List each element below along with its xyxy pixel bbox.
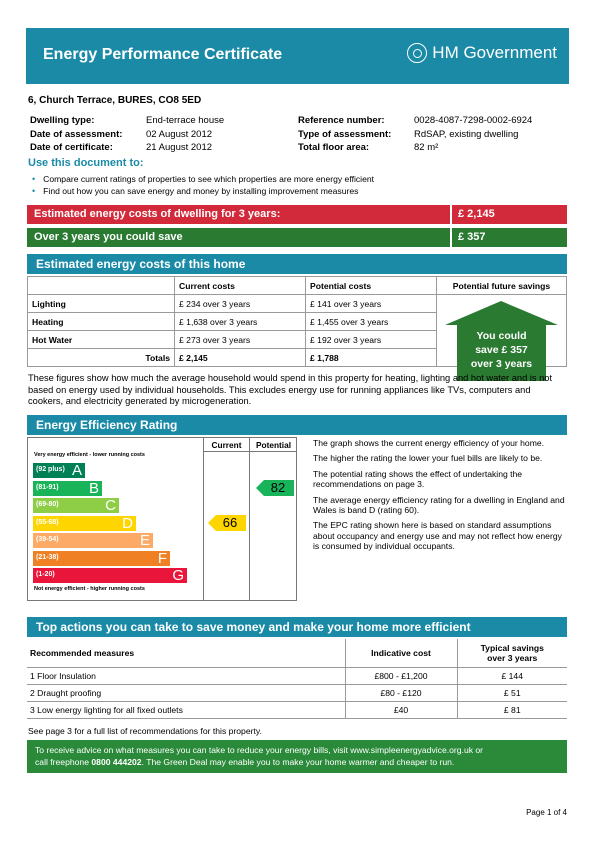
bullet-text: Find out how you can save energy and money by installing improvement measures <box>43 186 359 196</box>
efficiency-paragraph: The average energy efficiency rating for a dwelling in England and Wales is band D (rating 60). <box>313 494 565 516</box>
current-rating-value: 66 <box>222 514 238 530</box>
cost-potential: £ 141 over 3 years <box>306 295 437 313</box>
detail-value: 21 August 2012 <box>146 142 213 153</box>
detail-key: Reference number: <box>298 115 385 126</box>
current-column-header: Current <box>211 440 242 450</box>
cost-name: Hot Water <box>28 331 175 349</box>
efficiency-chart <box>27 437 297 601</box>
cost-current: £ 1,638 over 3 years <box>175 313 306 331</box>
measure-cost: £800 - £1,200 <box>345 667 457 684</box>
cost-name: Lighting <box>28 295 175 313</box>
column-divider <box>249 438 250 600</box>
efficiency-paragraph: The potential rating shows the effect of undertaking the recommendations on page 3. <box>313 468 523 490</box>
detail-value: 0028-4087-7298-0002-6924 <box>414 115 533 126</box>
actions-table <box>27 639 567 719</box>
band-range: (21-38) <box>36 553 59 561</box>
band-letter: G <box>172 567 184 584</box>
totals-label: Totals <box>28 349 175 367</box>
column-divider <box>203 438 204 600</box>
rating-band-d <box>33 516 136 531</box>
table-header <box>28 277 175 295</box>
see-page-note: See page 3 for a full list of recommendations for this property. <box>28 726 262 736</box>
savings-line: You could <box>476 330 527 342</box>
rating-band-b <box>33 481 102 496</box>
table-header: Current costs <box>175 277 306 295</box>
could-save-bar <box>27 228 567 247</box>
table-header <box>457 639 567 667</box>
crown-crest-icon <box>407 43 427 63</box>
bullet-icon: • <box>32 186 36 196</box>
table-row <box>28 295 567 313</box>
band-letter: F <box>157 549 167 567</box>
cost-name: Heating <box>28 313 175 331</box>
savings-line: over 3 years <box>470 358 533 370</box>
advice-text: . The Green Deal may enable you to make your home warmer and cheaper to run. <box>141 757 455 767</box>
advice-line <box>35 756 559 768</box>
potential-column-header: Potential <box>255 440 292 450</box>
column-header-divider <box>203 451 297 452</box>
rating-band-e <box>33 533 153 548</box>
measure-cost: £80 - £120 <box>345 684 457 701</box>
estimated-cost-label: Estimated energy costs of dwelling for 3 years: <box>34 208 281 220</box>
detail-value: 82 m² <box>414 142 439 153</box>
totals-potential: £ 1,788 <box>306 349 437 367</box>
could-save-value: £ 357 <box>450 228 567 247</box>
chart-top-note: Very energy efficient - lower running costs <box>34 452 145 458</box>
table-row <box>27 701 567 718</box>
savings-text <box>445 329 558 371</box>
header-line: over 3 years <box>487 652 538 663</box>
table-header: Recommended measures <box>27 639 345 667</box>
estimated-cost-value: £ 2,145 <box>450 205 567 224</box>
band-letter: A <box>71 462 82 479</box>
bullet-icon: • <box>32 174 36 184</box>
band-letter: B <box>88 479 99 497</box>
rating-band-g <box>33 568 187 583</box>
table-row <box>27 684 567 701</box>
advice-text: call freephone <box>35 757 92 767</box>
header-line: Typical savings <box>480 642 544 653</box>
table-header: Potential future savings <box>437 277 567 295</box>
efficiency-paragraph: The graph shows the current energy efficiency of your home. <box>313 438 545 448</box>
savings-cell <box>437 295 567 370</box>
measure-savings: £ 51 <box>457 684 567 701</box>
cost-current: £ 273 over 3 years <box>175 331 306 349</box>
cost-current: £ 234 over 3 years <box>175 295 306 313</box>
cost-potential: £ 192 over 3 years <box>306 331 437 349</box>
measure-name: 1 Floor Insulation <box>27 667 345 684</box>
costs-section-header: Estimated energy costs of this home <box>27 254 567 274</box>
efficiency-explanation <box>313 438 566 557</box>
header-banner <box>26 28 569 84</box>
rating-band-c <box>33 498 119 513</box>
totals-current: £ 2,145 <box>175 349 306 367</box>
band-range: (92 plus) <box>36 466 65 473</box>
rating-band-f <box>33 551 170 566</box>
detail-key: Date of assessment: <box>30 128 123 140</box>
efficiency-section-header: Energy Efficiency Rating <box>27 415 567 435</box>
table-header-row <box>28 277 567 295</box>
detail-value: RdSAP, existing dwelling <box>414 128 519 140</box>
table-header: Indicative cost <box>345 639 457 667</box>
efficiency-paragraph: The higher the rating the lower your fuel bills are likely to be. <box>313 453 543 464</box>
savings-line: save £ 357 <box>475 344 528 356</box>
band-range: (81-91) <box>36 483 59 491</box>
advice-box <box>27 740 567 773</box>
efficiency-paragraph: The EPC rating shown here is based on standard assumptions about occupancy and energy use and may not reflect how energy is consumed by individual occupants. <box>313 520 562 552</box>
measure-cost: £40 <box>345 701 457 718</box>
savings-house <box>445 301 558 381</box>
detail-key: Dwelling type: <box>30 115 95 126</box>
page-title: Energy Performance Certificate <box>43 46 283 63</box>
detail-value: End-terrace house <box>146 115 225 126</box>
cost-potential: £ 1,455 over 3 years <box>306 313 437 331</box>
actions-section-header: Top actions you can take to save money and make your home more efficient <box>27 617 567 637</box>
details-left <box>30 114 224 155</box>
measure-name: 2 Draught proofing <box>27 684 345 701</box>
measure-savings: £ 144 <box>457 667 567 684</box>
band-letter: C <box>105 497 116 514</box>
detail-key: Total floor area: <box>298 142 370 153</box>
detail-key: Date of certificate: <box>30 142 113 153</box>
use-document-bullets <box>32 173 374 197</box>
hm-government-logo <box>407 43 557 63</box>
rating-band-a <box>33 463 85 478</box>
band-range: (39-54) <box>36 536 59 543</box>
band-range: (1-20) <box>36 571 55 578</box>
use-document-heading: Use this document to: <box>28 157 144 169</box>
costs-table <box>27 276 567 370</box>
band-range: (69-80) <box>36 501 59 508</box>
property-address: 6, Church Terrace, BURES, CO8 5ED <box>28 95 202 106</box>
current-rating-arrow <box>208 515 246 531</box>
band-range: (55-68) <box>36 518 59 526</box>
potential-rating-arrow <box>256 480 294 496</box>
table-header: Potential costs <box>306 277 437 295</box>
detail-key: Type of assessment: <box>298 128 392 140</box>
gov-name: HM Government <box>432 43 557 62</box>
details-right <box>298 114 532 155</box>
page-number: Page 1 of 4 <box>526 808 567 817</box>
table-header-row <box>27 639 567 667</box>
costs-explanation: These figures show how much the average household would spend in this property for heating, lighting and hot water and is not based on energy used by individual households. This excludes energy use for running appliances like TVs, computers and cookers, and electricity generated by microgeneration. <box>28 373 553 406</box>
band-letter: D <box>122 514 133 532</box>
could-save-label: Over 3 years you could save <box>34 231 183 243</box>
potential-rating-value: 82 <box>270 479 286 495</box>
advice-line: To receive advice on what measures you can take to reduce your energy bills, visit www.simpleenergyadvice.org.uk or <box>35 745 484 755</box>
measure-savings: £ 81 <box>457 701 567 718</box>
bullet-text: Compare current ratings of properties to see which properties are more energy efficient <box>43 174 375 184</box>
band-letter: E <box>139 532 150 549</box>
estimated-cost-bar <box>27 205 567 224</box>
advice-phone: 0800 444202 <box>91 757 142 767</box>
measure-name: 3 Low energy lighting for all fixed outlets <box>27 701 345 718</box>
chart-bottom-note: Not energy efficient - higher running costs <box>34 586 145 592</box>
table-row <box>27 667 567 684</box>
detail-value: 02 August 2012 <box>146 128 213 140</box>
